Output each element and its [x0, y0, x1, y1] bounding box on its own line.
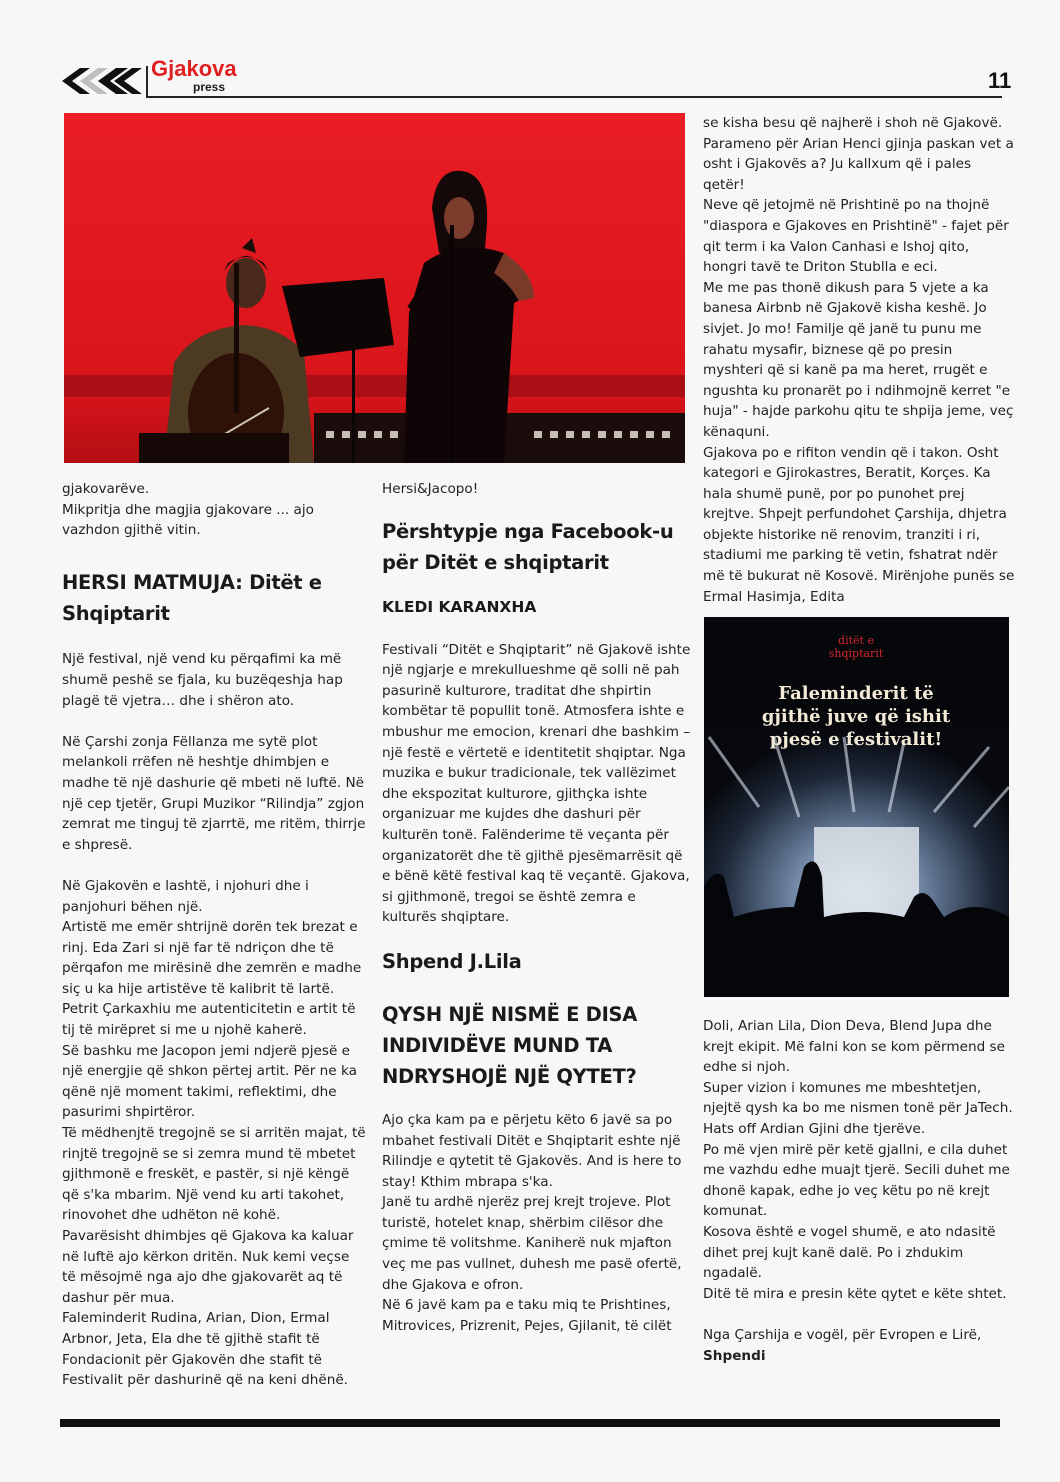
paragraph: gjakovarëve.	[62, 481, 150, 497]
paragraph: Në Gjakovën e lashtë, i njohuri dhe i panjohuri bëhen një.	[62, 877, 309, 915]
paragraph: Festivali “Ditët e Shqiptarit” në Gjakovë ishte një ngjarje e mrekullueshme që solli në pah pasurinë kulturore, traditat dhe shpirtin kombëtar të popullit tonë. Atmosfera ishte e mbushur me emocion, krenari dhe bashkim – një festë e vërtetë e identitetit shqiptar. Nga muzika e bukur tradicionale, tek vallëzimet dhe ekspozitat kulturore, gjithçka ishte organizuar me kujdes dhe dashuri për kulturën tonë. Falënderime të veçanta për organizatorët dhe të gjithë pjesëmarrësit që e bënë këtë festival kaq të veçantë. Gjakova, si gjithmonë, tregoi se është zemra e kulturës shqiptare.	[382, 641, 691, 926]
paragraph: Kosova është e vogel shumë, e ato ndasitë dihet prej kujt kanë dalë. Po i zhdukim ngadalë.	[703, 1223, 996, 1282]
paragraph: Pavarësisht dhimbjes që Gjakova ka kaluar në luftë ajo kërkon dritën. Nuk kemi veçse të mësojmë nga ajo dhe gjakovarët aq të dashur për mua.	[62, 1228, 354, 1306]
paragraph: se kisha besu që najherë i shoh në Gjakovë. Parameno për Arian Henci gjinja paskan vet a osht i Gjakovës a? Ju kallxum që i pales qetër!	[703, 115, 1014, 193]
poster-headline-line1: Faleminderit të	[778, 683, 934, 704]
paragraph: Janë tu ardhë njerëz prej krejt trojeve. Plot turistë, hotelet knap, shërbim cilësor dhe çmime të volitshme. Kaniherë nuk mjafton veç me pas vullnet, duhesh me pasë ofertë, dhe Gjakova e ofron.	[382, 1194, 682, 1293]
column-3-bottom	[703, 1016, 1015, 1366]
logo-main-text: Gjakova	[151, 56, 237, 81]
paragraph: Doli, Arian Lila, Dion Deva, Blend Jupa dhe krejt ekipit. Më falni kon se kom përmend se edhe si njoh.	[703, 1018, 1005, 1076]
poster-headline-line3: pjesë e festivalit!	[769, 729, 943, 750]
header-divider-vertical	[146, 66, 148, 98]
logo-sub-text: press	[193, 80, 226, 94]
paragraph: Mikpritja dhe magjia gjakovare ... ajo vazhdon gjithë vitin.	[62, 501, 314, 539]
paragraph: Në Çarshi zonja Fëllanza me sytë plot melankoli rrëfen në heshtje dhimbjen e madhe të një dashurie që mbeti në luftë. Në një cep tjetër, Grupi Muzikor “Rilindja” zgjon zemrat me tinguj të zjarrtë, me ritëm, thirrje e shpresë.	[62, 733, 366, 853]
concert-photo	[64, 113, 685, 463]
paragraph: Ajo çka kam pa e përjetu këto 6 javë sa po mbahet festivali Ditët e Shqiptarit eshte një Rilindje e qytetit të Gjakovës. And is here to stay! Kthim mbrapa s'ka.	[382, 1111, 682, 1190]
closing-line: Nga Çarshija e vogël, për Evropen e Lirë,	[703, 1326, 982, 1343]
signoff: Hersi&Jacopo!	[382, 481, 479, 497]
column-3-top	[703, 113, 1015, 607]
paragraph: Me me pas thonë dikush para 5 vjete a ka banesa Airbnb në Gjakovë kisha keshë. Jo sivjet. Jo mo! Familje që janë tu punu me rahatu mysafir, biznese që po presin myshteri që si kanë pa ma heret, rrugët e ngushta ku pronarët po i ndihmojnë kerret "e huja" - hajde parkohu qitu te shpija jeme, veç kënaquni.	[703, 279, 1014, 440]
paragraph: Po më vjen mirë për ketë gjallni, e cila duhet me vazhdu edhe muajt tjerë. Secili duhet me dhonë kapak, edhe jo veç këtu po në krejt komunat.	[703, 1141, 1010, 1220]
page-number: 11	[988, 68, 1012, 93]
publication-logo	[151, 58, 241, 96]
paragraph: Super vizion i komunes me mbeshtetjen, njejtë qysh ka bo me nismen tonë për JaTech. Hats off Ardian Gjini dhe tjerëve.	[703, 1079, 1013, 1137]
column-1	[62, 479, 367, 1391]
author-name: KLEDI KARANXHA	[382, 597, 537, 616]
paragraph: Neve që jetojmë në Prishtinë po na thojnë "diaspora e Gjakoves en Prishtinë" - fajet për qit term i ka Valon Canhasi e lshoj qito, hongri tavë te Driton Stublla e eci.	[703, 197, 1009, 276]
article-heading: Përshtypje nga Facebook-u për Ditët e shqiptarit	[382, 519, 674, 574]
page-header	[0, 0, 1060, 110]
article-heading: QYSH NJË NISMË E DISA INDIVIDËVE MUND TA NDRYSHOJË NJË QYTET?	[382, 1002, 638, 1088]
article-heading: HERSI MATMUJA: Ditët e Shqiptarit	[62, 571, 322, 626]
paragraph: Së bashku me Jacopon jemi ndjerë pjesë e një energjie që shkon përtej artit. Për ne ka qënë një moment takimi, reflektimi, dhe pasurimi shpirtëror.	[62, 1042, 357, 1121]
poster-brand-line1: ditët e	[838, 634, 874, 647]
poster-headline-line2: gjithë juve që ishit	[761, 706, 951, 727]
author-name: Shpend J.Lila	[382, 949, 522, 973]
festival-poster	[704, 617, 1009, 997]
paragraph: Petrit Çarkaxhiu me autenticitetin e artit të tij të mirëpret si me u njohë kaherë.	[62, 1001, 356, 1039]
paragraph: Të mëdhenjtë tregojnë se si arritën majat, të rinjtë tregojnë se si zemra mund të mbetet gjithmonë e freskët, e pastër, si një këngë që s'ka mbarim. Një vend ku arti takohet, rinovohet dhe udhëton në kohë.	[62, 1125, 366, 1224]
paragraph: Gjakova po e rifiton vendin që i takon. Osht kategori e Gjirokastres, Beratit, Korçes. Ka hala shumë punë, por po punohet prej krejtve. Shpejt perfundohet Çarshija, dhjetra objekte historike në renovim, tranziti i ri, stadiumi me parking të vetin, fshatrat ndër më të bukurat në Kosovë. Mirënjohe punës se Ermal Hasimja, Edita	[703, 444, 1015, 605]
paragraph: Një festival, një vend ku përqafimi ka më shumë peshë se fjala, ku buzëqeshja hap plagë të vjetra… dhe i shëron ato.	[62, 651, 343, 709]
concert-photo-illustration	[64, 113, 685, 463]
paragraph: Në 6 javë kam pa e taku miq te Prishtines, Mitrovices, Prizrenit, Pejes, Gjilanit, të cilët	[382, 1297, 672, 1334]
footer-rule	[60, 1419, 1000, 1427]
chevron-arrows-icon	[58, 66, 142, 96]
paragraph: Faleminderit Rudina, Arian, Dion, Ermal Arbnor, Jeta, Ela dhe të gjithë stafit të Fondacionit për Gjakovën dhe stafit të Festivalit për dashurinë që na keni dhënë.	[62, 1310, 348, 1389]
header-rule	[146, 96, 1002, 98]
column-2	[382, 479, 692, 1336]
paragraph: Artistë me emër shtrijnë dorën tek brezat e rinj. Eda Zari si një far të ndriçon dhe të përqafon me mirësinë dhe zemrën e madhe siç u ka hije artistëve të kalibrit të lartë.	[62, 919, 362, 997]
poster-illustration	[704, 617, 1009, 997]
poster-brand-line2: shqiptarit	[828, 647, 884, 660]
paragraph: Ditë të mira e presin këte qytet e këte shtet.	[703, 1285, 1007, 1302]
signature: Shpendi	[703, 1347, 766, 1364]
